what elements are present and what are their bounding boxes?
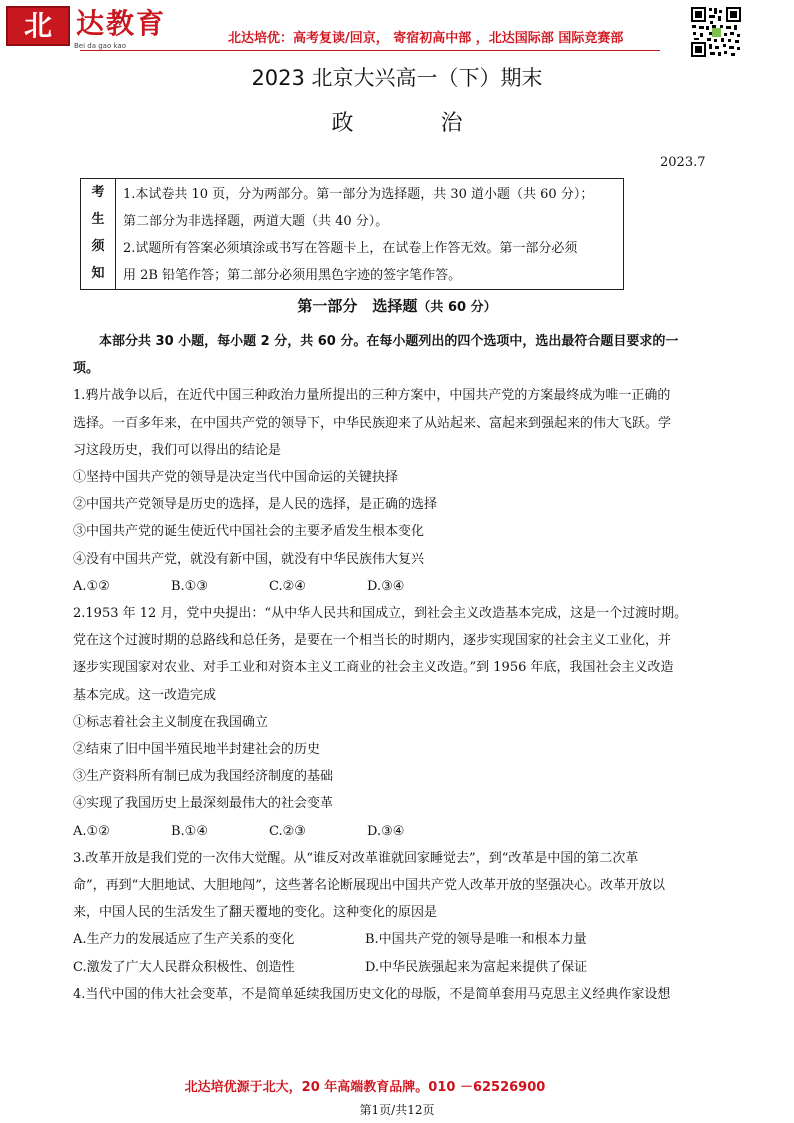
- answer-option: A.①②: [73, 823, 110, 839]
- answer-option: C.②③: [269, 823, 306, 839]
- statement-line: ①标志着社会主义制度在我国确立: [73, 714, 269, 730]
- answer-option: B.①③: [171, 578, 208, 594]
- section-title: 第一部分 选择题: [297, 297, 418, 315]
- statement-line: ④没有中国共产党，就没有新中国，就没有中华民族伟大复兴: [73, 551, 425, 567]
- instructions-line: 本部分共 30 小题，每小题 2 分，共 60 分。在每小题列出的四个选项中，选出最符合题目要求的一: [99, 334, 679, 349]
- statement-line: ③生产资料所有制已成为我国经济制度的基础: [73, 769, 334, 785]
- notice-side-char: 生: [91, 212, 105, 227]
- candidate-notice-box: [80, 178, 624, 290]
- question-1: [73, 382, 723, 600]
- question-stem-line: 3.改革开放是我们党的一次伟大觉醒。从“谁反对改革谁就回家睡觉去”，到“改革是中国的第二次革: [73, 850, 639, 866]
- notice-line: 用 2B 铅笔作答；第二部分必须用黑色字迹的签字笔作答。: [123, 268, 462, 283]
- statement-line: ①坚持中国共产党的领导是决定当代中国命运的关键抉择: [73, 470, 399, 486]
- brand-logo: [6, 6, 196, 52]
- notice-side-char: 须: [91, 239, 105, 254]
- question-stem-line: 1.鸦片战争以后，在近代中国三种政治力量所提出的三种方案中，中国共产党的方案最终成为唯一正确的: [73, 388, 671, 404]
- answer-option: A.生产力的发展适应了生产关系的变化: [73, 932, 295, 948]
- answer-options: [73, 954, 723, 981]
- instructions-line: 项。: [73, 361, 100, 377]
- section-heading: [0, 294, 794, 320]
- header-slogan: 北达培优：高考复读/回京， 寄宿初高中部 ，北达国际部 国际竞赛部: [228, 31, 624, 46]
- answer-option: D.③④: [367, 823, 405, 839]
- answer-option: D.③④: [367, 578, 405, 594]
- notice-side-char: 知: [91, 266, 105, 281]
- statement-line: ④实现了我国历史上最深刻最伟大的社会变革: [73, 796, 334, 812]
- notice-side-label: [81, 179, 116, 289]
- statement-line: ③中国共产党的诞生使近代中国社会的主要矛盾发生根本变化: [73, 524, 425, 540]
- answer-option: C.激发了广大人民群众积极性、创造性: [73, 959, 295, 975]
- notice-line: 第二部分为非选择题，两道大题（共 40 分）。: [123, 214, 389, 229]
- page-number: 第1页/共12页: [359, 1103, 435, 1117]
- question-stem-line: 来，中国人民的生活发生了翻天覆地的变化。这种变化的原因是: [73, 905, 438, 921]
- logo-text: 达教育: [76, 7, 167, 40]
- answer-option: B.中国共产党的领导是唯一和根本力量: [365, 932, 587, 948]
- question-stem-line: 2.1953 年 12 月，党中央提出：“从中华人民共和国成立，到社会主义改造基本完成，这是一个过渡时期。: [73, 606, 688, 622]
- question-stem-line: 命”，再到“大胆地试、大胆地闯”，这些著名论断展现出中国共产党人改革开放的坚强决心。改革开放以: [73, 878, 665, 894]
- question-stem-line: 党在这个过渡时期的总路线和总任务，是要在一个相当长的时期内，逐步实现国家的社会主义工业化，并: [73, 633, 672, 649]
- exam-date: 2023.7: [660, 155, 706, 170]
- question-stem-line: 选择。一百多年来，在中国共产党的领导下，中华民族迎来了从站起来、富起来到强起来的伟大飞跃。学: [73, 415, 672, 431]
- answer-option: A.①②: [73, 578, 110, 594]
- answer-option: D.中华民族强起来为富起来提供了保证: [365, 959, 588, 975]
- question-stem-line: 基本完成。这一改造完成: [73, 687, 217, 703]
- footer-slogan: 北达培优源于北大，20 年高端教育品牌。010 －62526900: [184, 1080, 546, 1095]
- answer-options: [73, 573, 723, 600]
- subject-title: 政 治: [331, 111, 503, 136]
- notice-body: [123, 181, 619, 289]
- answer-option: C.②④: [269, 578, 306, 594]
- statement-line: ②结束了旧中国半殖民地半封建社会的历史: [73, 742, 321, 758]
- question-stem-line: 习这段历史，我们可以得出的结论是: [73, 442, 282, 458]
- answer-option: B.①④: [171, 823, 208, 839]
- question-4: [73, 981, 723, 1008]
- question-3: [73, 845, 723, 981]
- answer-options: [73, 818, 723, 845]
- question-stem-line: 4.当代中国的伟大社会变革，不是简单延续我国历史文化的母版，不是简单套用马克思主义经典作家设想: [73, 986, 671, 1002]
- header-divider: [80, 50, 660, 51]
- statement-line: ②中国共产党领导是历史的选择，是人民的选择，是正确的选择: [73, 497, 438, 513]
- notice-side-char: 考: [91, 185, 105, 200]
- qr-code-icon: [690, 6, 742, 58]
- section-points: （共 60 分）: [417, 300, 497, 315]
- answer-options: [73, 926, 723, 953]
- notice-line: 1.本试卷共 10 页，分为两部分。第一部分为选择题，共 30 道小题（共 60 分）；: [123, 187, 594, 202]
- logo-mark: 北: [6, 6, 70, 46]
- logo-subtext: Bei da gao kao: [74, 42, 126, 50]
- exam-title: 2023 北京大兴高一（下）期末: [251, 66, 543, 90]
- notice-line: 2.试题所有答案必须填涂或书写在答题卡上，在试卷上作答无效。第一部分必须: [123, 241, 578, 256]
- question-stem-line: 逐步实现国家对农业、对手工业和对资本主义工商业的社会主义改造。”到 1956 年底，我国社会主义改造: [73, 660, 674, 676]
- question-content: [73, 328, 723, 1008]
- question-2: [73, 600, 723, 845]
